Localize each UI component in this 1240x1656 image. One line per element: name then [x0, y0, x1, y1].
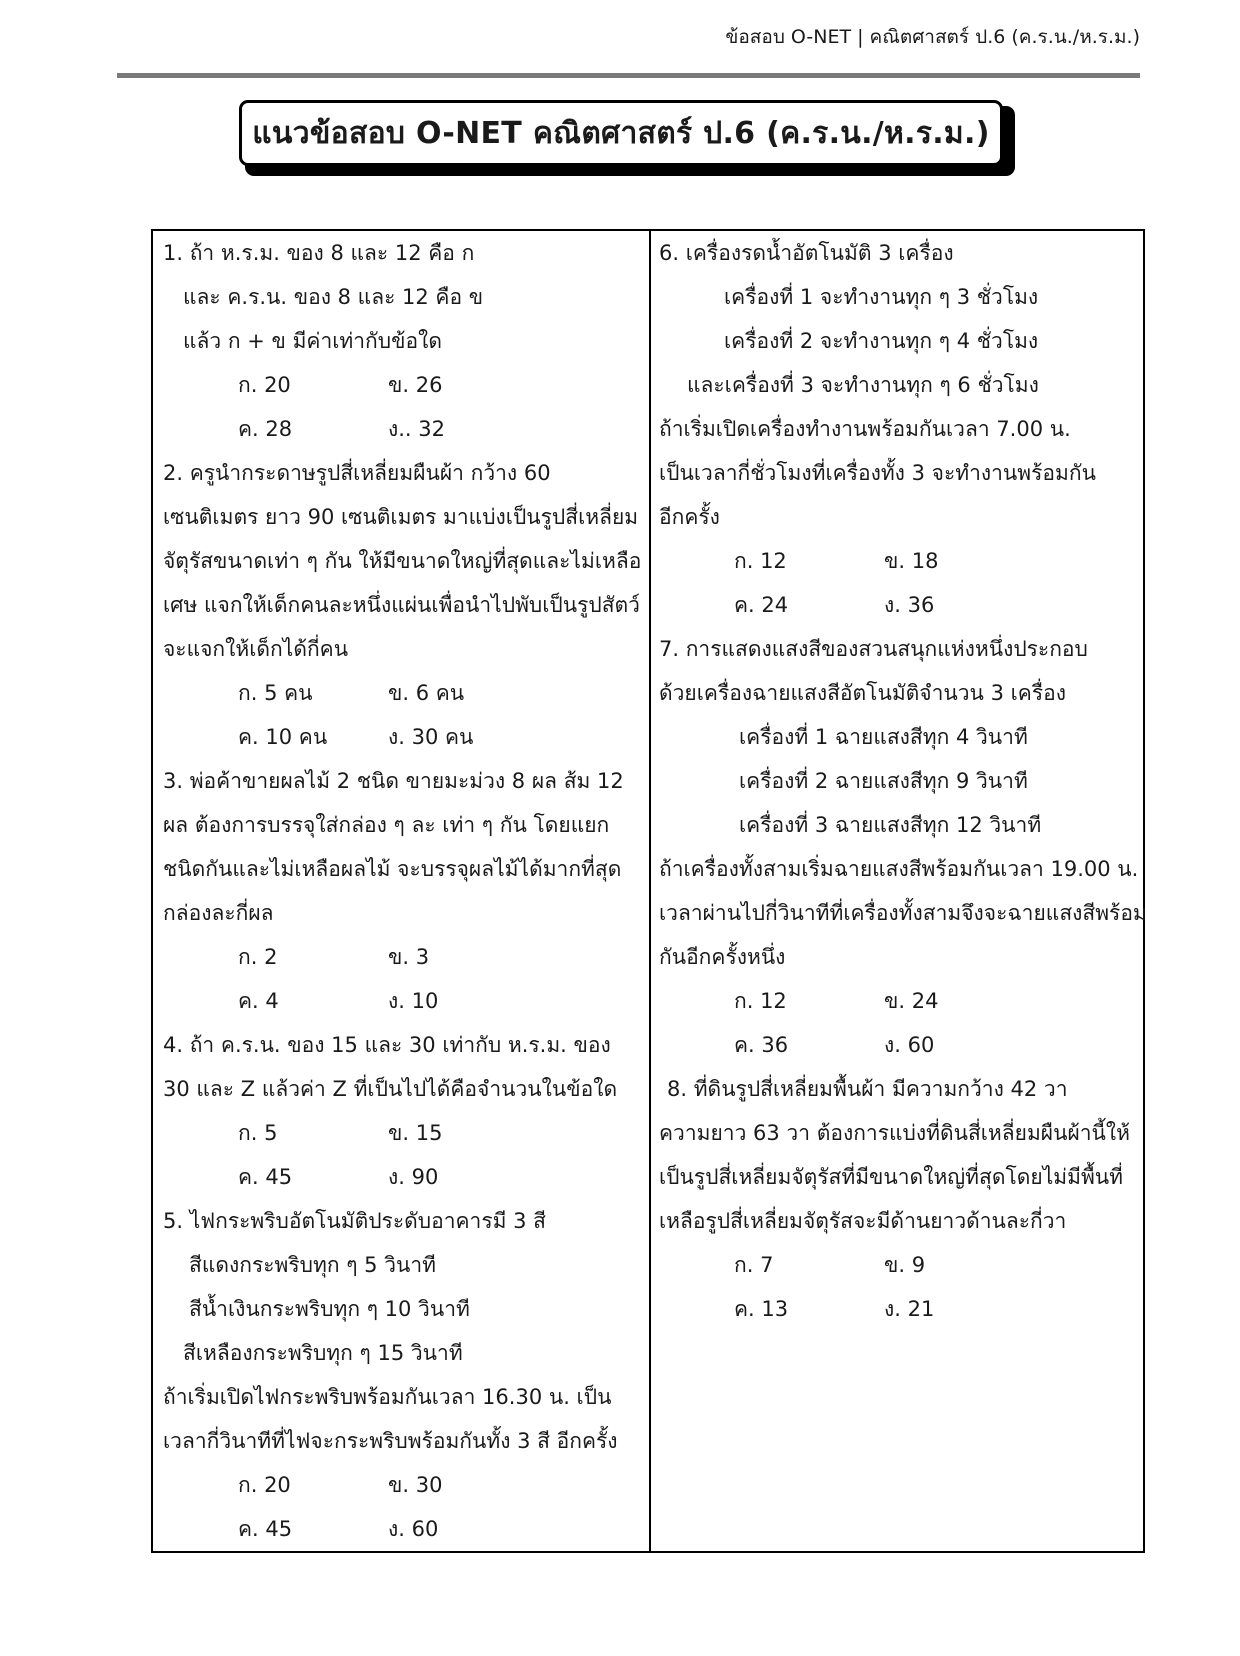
running-header: ข้อสอบ O-NET | คณิตศาสตร์ ป.6 (ค.ร.น./ห.ร.ม.)	[725, 26, 1140, 48]
choice-d: ง. 36	[884, 593, 935, 617]
choice-b: ข. 18	[884, 549, 939, 573]
choice-d: ง. 21	[884, 1297, 935, 1321]
choice-d: ง. 30 คน	[388, 725, 474, 749]
choice-a: ก. 5 คน	[238, 681, 313, 705]
question-line: สีแดงกระพริบทุก ๆ 5 วินาที	[189, 1253, 436, 1277]
choice-b: ข. 30	[388, 1473, 443, 1497]
choice-a: ก. 2	[238, 945, 278, 969]
choice-row	[163, 1463, 643, 1507]
choice-d: ง. 90	[388, 1165, 439, 1189]
title-box	[239, 100, 1003, 166]
choice-row	[659, 979, 1139, 1023]
choice-a: ก. 7	[734, 1253, 774, 1277]
question-6	[659, 231, 1139, 627]
choice-c: ค. 36	[734, 1033, 789, 1057]
question-line: จะแจกให้เด็กได้กี่คน	[163, 637, 349, 661]
question-line: ผล ต้องการบรรจุใส่กล่อง ๆ ละ เท่า ๆ กัน โดยแยก	[163, 813, 610, 837]
choice-a: ก. 20	[238, 1473, 291, 1497]
question-line: เวลากี่วินาทีที่ไฟจะกระพริบพร้อมกันทั้ง 3 สี อีกครั้ง	[163, 1429, 618, 1453]
choice-d: ง. 60	[884, 1033, 935, 1057]
question-line: เครื่องที่ 3 ฉายแสงสีทุก 12 วินาที	[739, 813, 1042, 837]
question-line: สีน้ำเงินกระพริบทุก ๆ 10 วินาที	[189, 1297, 470, 1321]
choice-row	[163, 1155, 643, 1199]
question-line: และเครื่องที่ 3 จะทำงานทุก ๆ 6 ชั่วโมง	[687, 373, 1039, 397]
question-line: สีเหลืองกระพริบทุก ๆ 15 วินาที	[183, 1341, 463, 1365]
choice-row	[163, 363, 643, 407]
choice-c: ค. 28	[238, 417, 293, 441]
choice-c: ค. 45	[238, 1517, 293, 1541]
choice-row	[163, 1111, 643, 1155]
question-1	[163, 231, 643, 451]
choice-a: ก. 12	[734, 989, 787, 1013]
choice-b: ข. 9	[884, 1253, 926, 1277]
question-line: 6. เครื่องรดน้ำอัตโนมัติ 3 เครื่อง	[659, 241, 954, 265]
choice-c: ค. 24	[734, 593, 789, 617]
question-line: ถ้าเริ่มเปิดเครื่องทำงานพร้อมกันเวลา 7.00 น.	[659, 417, 1071, 441]
question-7	[659, 627, 1147, 1067]
choice-row	[659, 539, 1139, 583]
choice-row	[163, 1507, 643, 1551]
choice-row	[163, 715, 643, 759]
choice-b: ข. 3	[388, 945, 430, 969]
question-2	[163, 451, 643, 759]
question-line: 5. ไฟกระพริบอัตโนมัติประดับอาคารมี 3 สี	[163, 1209, 546, 1233]
question-line: ด้วยเครื่องฉายแสงสีอัตโนมัติจำนวน 3 เครื่อง	[659, 681, 1066, 705]
choice-row	[163, 935, 643, 979]
question-line: 1. ถ้า ห.ร.ม. ของ 8 และ 12 คือ ก	[163, 241, 475, 265]
right-column	[659, 231, 1147, 1331]
choice-c: ค. 13	[734, 1297, 789, 1321]
question-3	[163, 759, 643, 1023]
choice-row	[163, 979, 643, 1023]
question-line: กันอีกครั้งหนึ่ง	[659, 945, 786, 969]
choice-c: ค. 45	[238, 1165, 293, 1189]
question-line: และ ค.ร.น. ของ 8 และ 12 คือ ข	[183, 285, 484, 309]
question-frame	[151, 229, 1145, 1553]
question-4	[163, 1023, 643, 1199]
left-column	[163, 231, 643, 1551]
question-line: เครื่องที่ 2 จะทำงานทุก ๆ 4 ชั่วโมง	[724, 329, 1039, 353]
choice-c: ค. 4	[238, 989, 279, 1013]
choice-row	[659, 583, 1139, 627]
choice-row	[659, 1287, 1139, 1331]
question-line: เศษ แจกให้เด็กคนละหนึ่งแผ่นเพื่อนำไปพับเป็นรูปสัตว์	[163, 593, 640, 617]
choice-b: ข. 15	[388, 1121, 443, 1145]
header-rule	[117, 73, 1140, 78]
choice-a: ก. 5	[238, 1121, 278, 1145]
question-line: อีกครั้ง	[659, 505, 720, 529]
question-line: เป็นเวลากี่ชั่วโมงที่เครื่องทั้ง 3 จะทำงานพร้อมกัน	[659, 461, 1096, 485]
question-line: 8. ที่ดินรูปสี่เหลี่ยมพื้นผ้า มีความกว้าง 42 วา	[667, 1077, 1068, 1101]
question-line: 2. ครูนำกระดาษรูปสี่เหลี่ยมผืนผ้า กว้าง 60	[163, 461, 551, 485]
choice-a: ก. 12	[734, 549, 787, 573]
question-8	[659, 1067, 1139, 1331]
question-line: 30 และ Z แล้วค่า Z ที่เป็นไปได้คือจำนวนในข้อใด	[163, 1077, 618, 1101]
question-5	[163, 1199, 643, 1551]
choice-b: ข. 26	[388, 373, 443, 397]
question-line: 4. ถ้า ค.ร.น. ของ 15 และ 30 เท่ากับ ห.ร.ม. ของ	[163, 1033, 611, 1057]
question-line: เหลือรูปสี่เหลี่ยมจัตุรัสจะมีด้านยาวด้านละกี่วา	[659, 1209, 1067, 1233]
question-line: เซนติเมตร ยาว 90 เซนติเมตร มาแบ่งเป็นรูปสี่เหลี่ยม	[163, 505, 639, 529]
question-line: เป็นรูปสี่เหลี่ยมจัตุรัสที่มีขนาดใหญ่ที่สุดโดยไม่มีพื้นที่	[659, 1165, 1123, 1189]
choice-b: ข. 6 คน	[388, 681, 465, 705]
choice-c: ค. 10 คน	[238, 725, 328, 749]
choice-row	[659, 1023, 1139, 1067]
choice-a: ก. 20	[238, 373, 291, 397]
question-line: กล่องละกี่ผล	[163, 901, 274, 925]
question-line: 3. พ่อค้าขายผลไม้ 2 ชนิด ขายมะม่วง 8 ผล ส้ม 12	[163, 769, 624, 793]
choice-row	[163, 407, 643, 451]
choice-row	[659, 1243, 1139, 1287]
page-title: แนวข้อสอบ O-NET คณิตศาสตร์ ป.6 (ค.ร.น./ห.ร.ม.)	[252, 115, 990, 151]
choice-b: ข. 24	[884, 989, 939, 1013]
question-line: ความยาว 63 วา ต้องการแบ่งที่ดินสี่เหลี่ยมผืนผ้านี้ให้	[659, 1121, 1131, 1145]
question-line: เวลาผ่านไปกี่วินาทีที่เครื่องทั้งสามจึงจะฉายแสงสีพร้อม	[659, 901, 1147, 925]
question-line: จัตุรัสขนาดเท่า ๆ กัน ให้มีขนาดใหญ่ที่สุดและไม่เหลือ	[163, 549, 642, 573]
question-line: เครื่องที่ 1 ฉายแสงสีทุก 4 วินาที	[739, 725, 1028, 749]
question-line: ชนิดกันและไม่เหลือผลไม้ จะบรรจุผลไม้ได้มากที่สุด	[163, 857, 622, 881]
choice-d: ง. 10	[388, 989, 439, 1013]
column-divider	[649, 231, 651, 1551]
question-line: ถ้าเริ่มเปิดไฟกระพริบพร้อมกันเวลา 16.30 น. เป็น	[163, 1385, 612, 1409]
question-line: แล้ว ก + ข มีค่าเท่ากับข้อใด	[183, 329, 442, 353]
choice-d: ง.. 32	[388, 417, 446, 441]
choice-row	[163, 671, 643, 715]
question-line: เครื่องที่ 2 ฉายแสงสีทุก 9 วินาที	[739, 769, 1028, 793]
question-line: 7. การแสดงแสงสีของสวนสนุกแห่งหนึ่งประกอบ	[659, 637, 1088, 661]
question-line: ถ้าเครื่องทั้งสามเริ่มฉายแสงสีพร้อมกันเวลา 19.00 น.	[659, 857, 1139, 881]
choice-d: ง. 60	[388, 1517, 439, 1541]
question-line: เครื่องที่ 1 จะทำงานทุก ๆ 3 ชั่วโมง	[724, 285, 1039, 309]
